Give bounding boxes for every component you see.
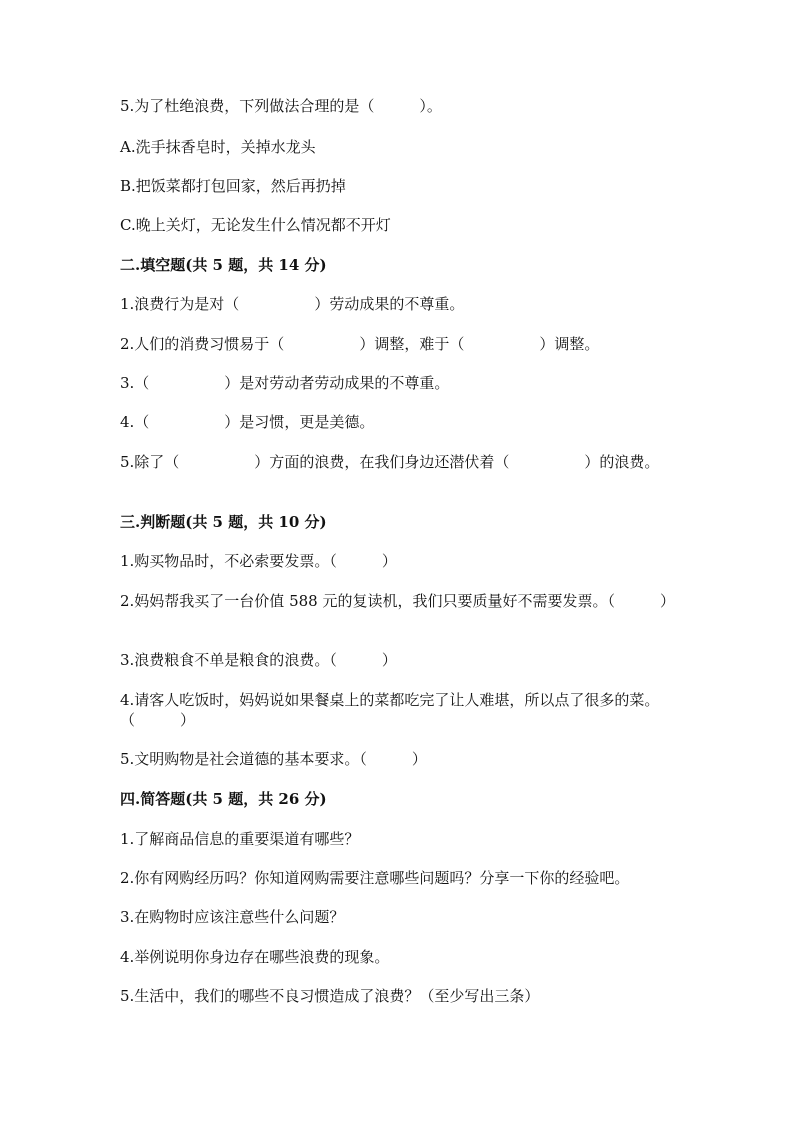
fill-blank-item-3: 3.（ ）是对劳动者劳动成果的不尊重。 — [120, 374, 450, 392]
judge-item-2: 2.妈妈帮我买了一台价值 588 元的复读机，我们只要质量好不需要发票。（ ） — [120, 592, 675, 610]
short-answer-item-3: 3.在购物时应该注意些什么问题？ — [120, 908, 345, 926]
fill-blank-item-2: 2.人们的消费习惯易于（ ）调整，难于（ ）调整。 — [120, 335, 600, 353]
fill-blank-item-5: 5.除了（ ）方面的浪费，在我们身边还潜伏着（ ）的浪费。 — [120, 453, 660, 471]
judge-item-3: 3.浪费粮食不单是粮食的浪费。（ ） — [120, 651, 397, 669]
section-fill-blank-title: 二.填空题(共 5 题，共 14 分) — [120, 256, 327, 274]
section-judge-title: 三.判断题(共 5 题，共 10 分) — [120, 513, 327, 531]
fill-blank-item-1: 1.浪费行为是对（ ）劳动成果的不尊重。 — [120, 295, 465, 313]
short-answer-item-1: 1.了解商品信息的重要渠道有哪些？ — [120, 830, 360, 848]
judge-item-1: 1.购买物品时，不必索要发票。（ ） — [120, 552, 397, 570]
short-answer-item-2: 2.你有网购经历吗？你知道网购需要注意哪些问题吗？分享一下你的经验吧。 — [120, 869, 630, 887]
option-a: A.洗手抹香皂时，关掉水龙头 — [120, 138, 316, 156]
short-answer-item-4: 4.举例说明你身边存在哪些浪费的现象。 — [120, 948, 390, 966]
option-c: C.晚上关灯，无论发生什么情况都不开灯 — [120, 216, 391, 234]
fill-blank-item-4: 4.（ ）是习惯，更是美德。 — [120, 413, 375, 431]
question-5-stem: 5.为了杜绝浪费，下列做法合理的是（ ）。 — [120, 97, 442, 115]
judge-item-4: 4.请客人吃饭时，妈妈说如果餐桌上的菜都吃完了让人难堪，所以点了很多的菜。（ ） — [120, 691, 660, 729]
option-b: B.把饭菜都打包回家，然后再扔掉 — [120, 177, 346, 195]
short-answer-item-5: 5.生活中，我们的哪些不良习惯造成了浪费？（至少写出三条） — [120, 987, 540, 1005]
judge-item-5: 5.文明购物是社会道德的基本要求。（ ） — [120, 750, 427, 768]
section-short-answer-title: 四.简答题(共 5 题，共 26 分) — [120, 790, 327, 808]
